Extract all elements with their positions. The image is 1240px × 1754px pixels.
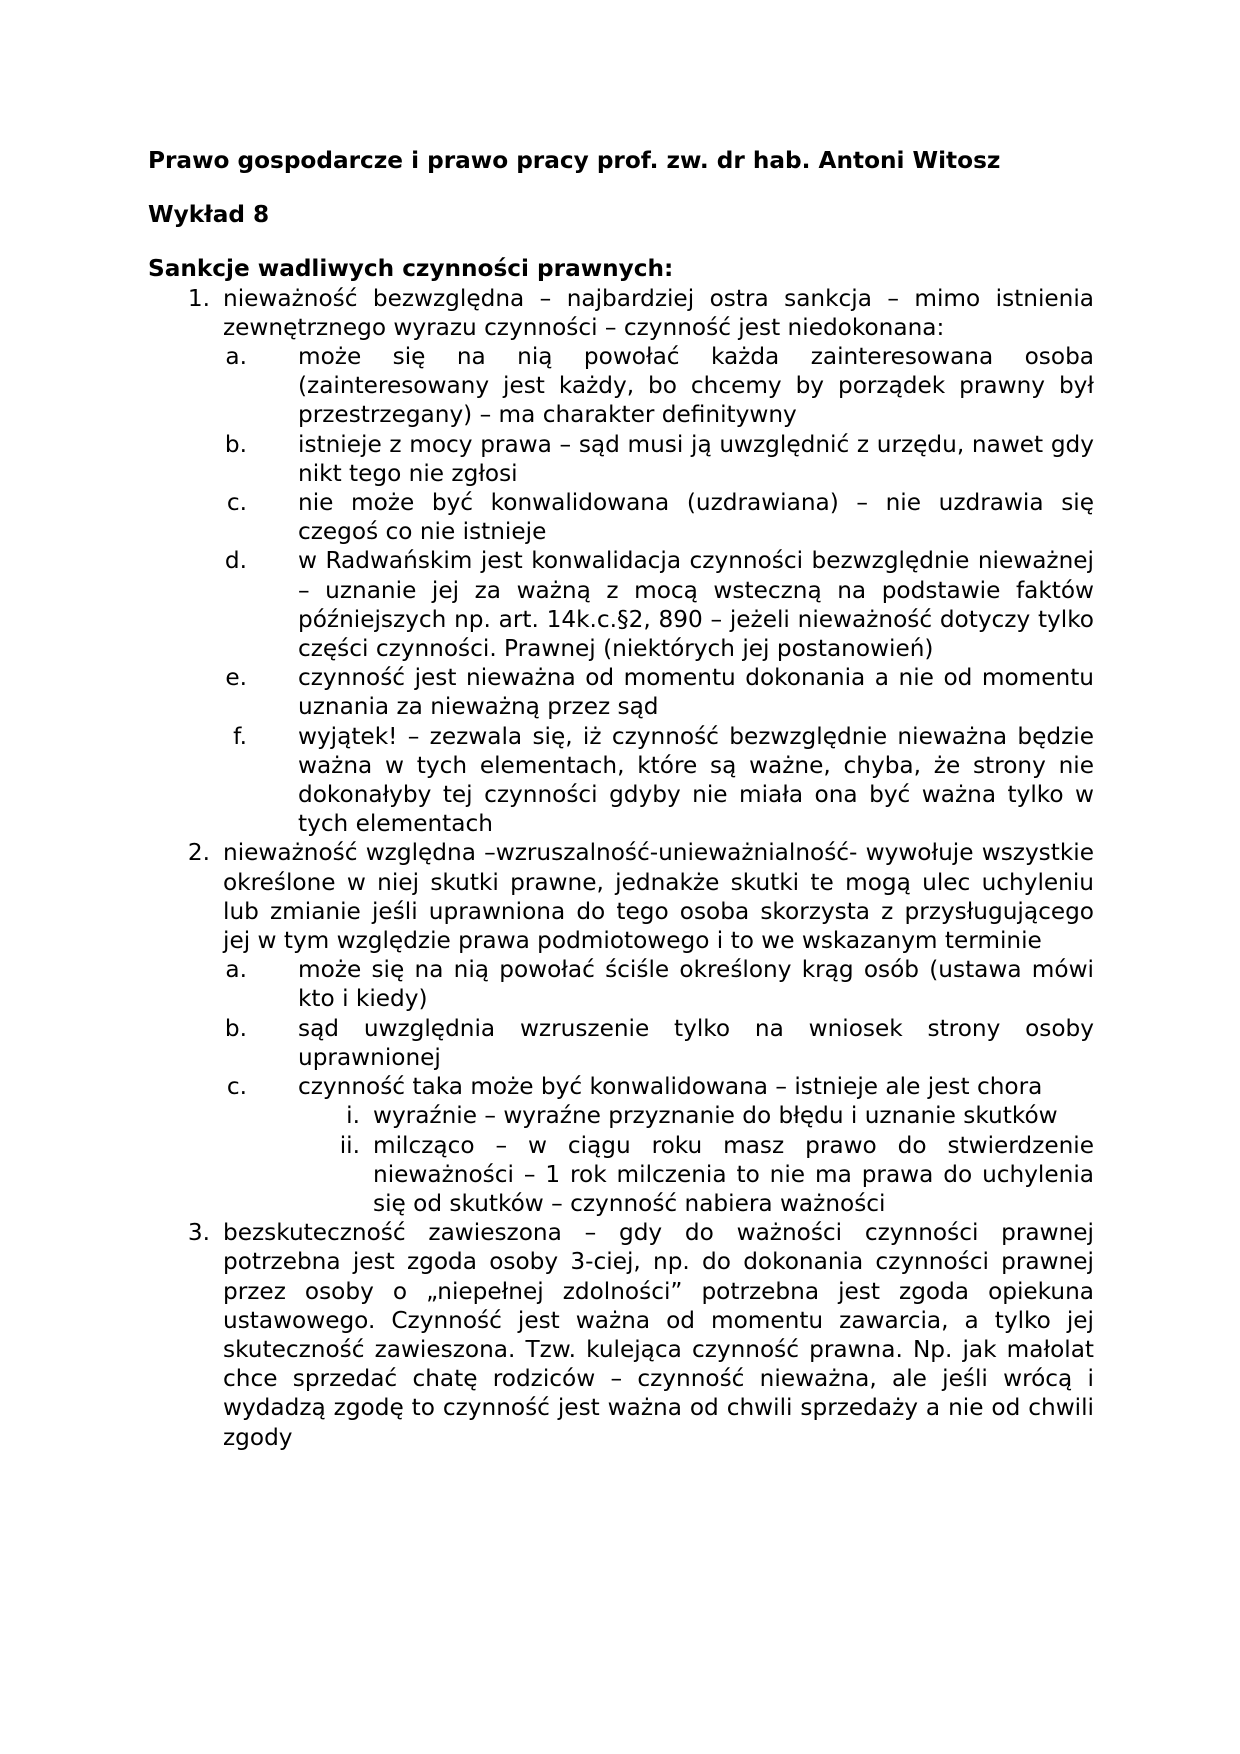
sub-sub-list-item: [148, 1131, 1094, 1219]
sub-sub-list-item-roman: ii.: [339, 1131, 360, 1159]
sub-list-item-text: nie może być konwalidowana (uzdrawiana) – nie uzdrawia się czegoś co nie istnieje: [298, 489, 1094, 546]
sub-list-item: [148, 488, 1094, 546]
sub-list-item-letter: c.: [226, 489, 247, 517]
sub-list-item-text: w Radwańskim jest konwalidacja czynności bezwzględnie nieważnej – uznanie jej za ważną z mocą wsteczną na podstawie faktów późniejszych np. art. 14k.c.§2, 890 – jeżeli nieważność dotyczy tylko części czynności. Prawnej (niektórych jej postanowień): [298, 547, 1094, 663]
sub-sub-list-item: [148, 1101, 1094, 1130]
sub-list-item-letter: d.: [224, 547, 247, 575]
sub-list-item-text: może się na nią powołać ściśle określony krąg osób (ustawa mówi kto i kiedy): [298, 956, 1094, 1013]
sub-list-item-text: czynność jest nieważna od momentu dokonania a nie od momentu uznania za nieważną przez sąd: [298, 664, 1094, 721]
sub-list-item-letter: b.: [224, 1014, 247, 1042]
list-item-number: 1.: [187, 284, 210, 312]
sub-list-item-letter: e.: [225, 664, 247, 692]
sub-list-item-letter: a.: [225, 343, 247, 371]
section-heading: Sankcje wadliwych czynności prawnych:: [148, 255, 674, 283]
list-item-text: bezskuteczność zawieszona – gdy do ważności czynności prawnej potrzebna jest zgoda osoby 3-ciej, np. do dokonania czynności prawnej przez osoby o „niepełnej zdolności” potrzebna jest zgoda opiekuna ustawowego. Czynność jest ważna od momentu zawarcia, a tylko jej skuteczność zawieszona. Tzw. kulejąca czynność prawna. Np. jak małolat chce sprzedać chatę rodziców – czynność nieważna, ale jeśli wrócą i wydadzą zgodę to czynność jest ważna od chwili sprzedaży a nie od chwili zgody: [223, 1219, 1094, 1451]
list-item-text: nieważność względna –wzruszalność-unieważnialność- wywołuje wszystkie określone w niej skutki prawne, jednakże skutki te mogą ulec uchyleniu lub zmianie jeśli uprawniona do tego osoba skorzysta z przysługującego jej w tym względzie prawa podmiotowego i to we wskazanym terminie: [223, 839, 1094, 955]
sub-list-item: [148, 1014, 1094, 1072]
sub-list-item: [148, 722, 1094, 839]
sub-list-item-letter: b.: [224, 430, 247, 458]
list-item: [148, 838, 1094, 1218]
sub-list-item-text: wyjątek! – zezwala się, iż czynność bezwzględnie nieważna będzie ważna w tych elementach, które są ważne, chyba, że strony nie dokonałyby tej czynności gdyby nie miała ona być ważna tylko w tych elementach: [298, 722, 1094, 838]
sanctions-list: [148, 284, 1094, 1452]
sub-list-item-letter: a.: [225, 956, 247, 984]
list-item-number: 3.: [187, 1219, 210, 1247]
list-item-number: 2.: [187, 839, 210, 867]
sub-sub-list: [148, 1101, 1094, 1218]
sub-list-item-letter: c.: [226, 1073, 247, 1101]
sub-sub-list-item-roman: i.: [346, 1102, 360, 1130]
sub-sub-list-item-text: wyraźnie – wyraźne przyznanie do błędu i uznanie skutków: [373, 1102, 1058, 1130]
sub-sub-list-item-text: milcząco – w ciągu roku masz prawo do stwierdzenie nieważności – 1 rok milczenia to nie ma prawa do uchylenia się od skutków – czynność nabiera ważności: [373, 1131, 1094, 1217]
sub-list-item-text: może się na nią powołać każda zainteresowana osoba (zainteresowany jest każdy, bo chcemy by porządek prawny był przestrzegany) – ma charakter definitywny: [298, 343, 1094, 429]
sub-list-item: [148, 342, 1094, 430]
sub-list-item-text: czynność taka może być konwalidowana – istnieje ale jest chora: [298, 1073, 1043, 1101]
lecture-number: Wykład 8: [148, 201, 270, 229]
document-title: Prawo gospodarcze i prawo pracy prof. zw. dr hab. Antoni Witosz: [148, 147, 1001, 174]
sub-list-item-letter: f.: [233, 722, 247, 750]
sub-list-item: [148, 1072, 1094, 1218]
sub-list: [148, 342, 1094, 838]
sub-list: [148, 955, 1094, 1218]
sub-list-item: [148, 430, 1094, 488]
list-item: [148, 1218, 1094, 1452]
sub-list-item: [148, 663, 1094, 721]
sub-list-item-text: sąd uwzględnia wzruszenie tylko na wniosek strony osoby uprawnionej: [298, 1014, 1094, 1071]
sub-list-item: [148, 955, 1094, 1013]
sub-list-item: [148, 546, 1094, 663]
list-item-text: nieważność bezwzględna – najbardziej ostra sankcja – mimo istnienia zewnętrznego wyrazu czynności – czynność jest niedokonana:: [223, 284, 1094, 341]
sub-list-item-text: istnieje z mocy prawa – sąd musi ją uwzględnić z urzędu, nawet gdy nikt tego nie zgłosi: [298, 430, 1094, 487]
list-item: [148, 284, 1094, 839]
document-content: [148, 146, 1094, 1452]
